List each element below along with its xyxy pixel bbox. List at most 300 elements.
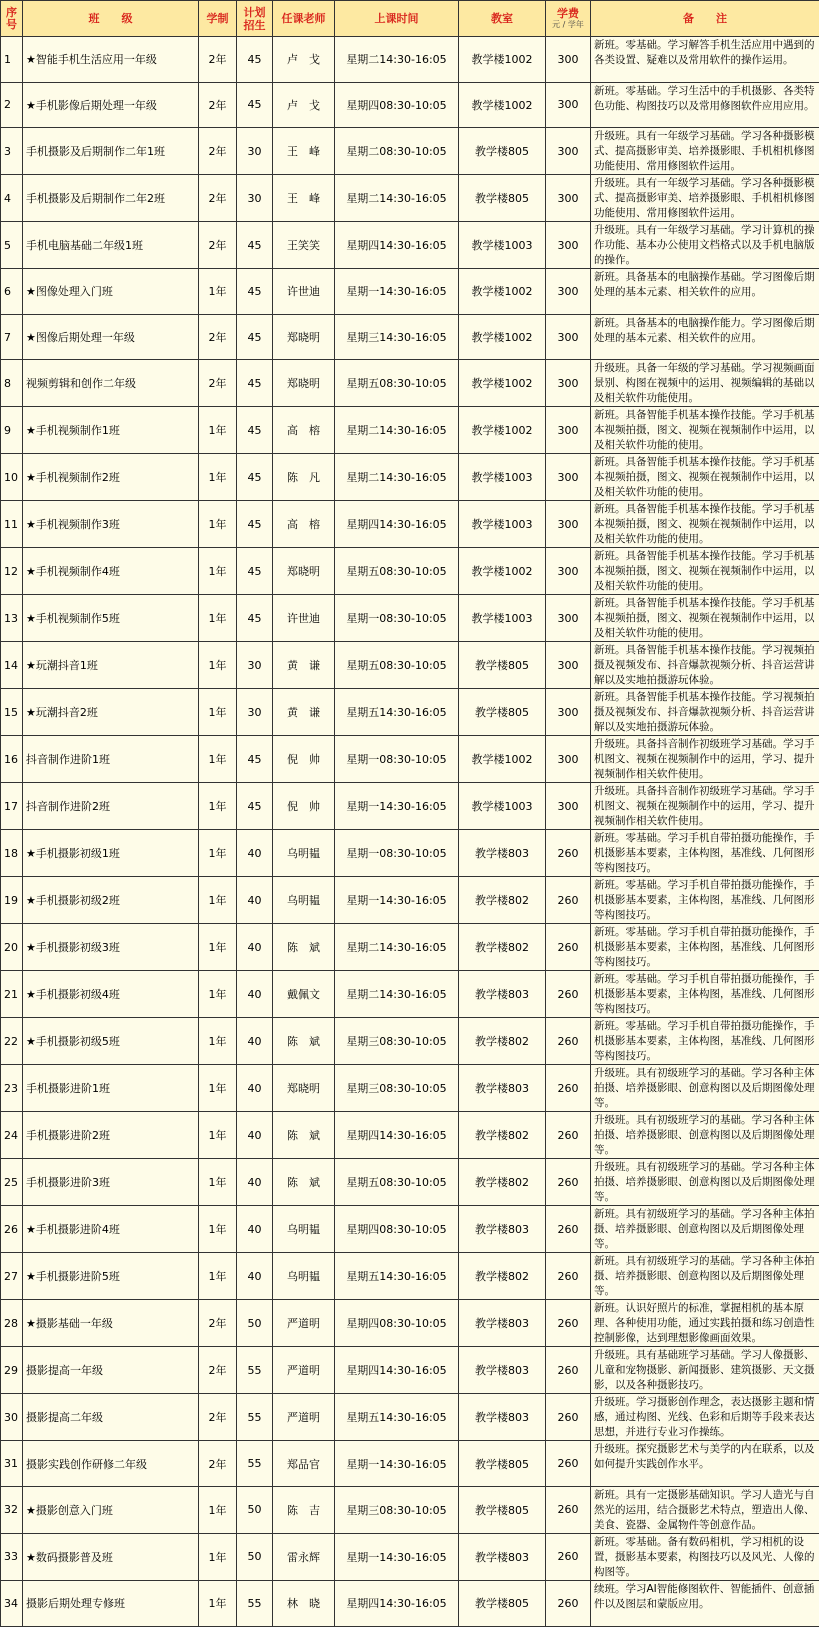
planned-enrollment: 45 [237,222,273,269]
teacher-name: 严道明 [273,1394,335,1441]
class-time: 星期四14:30-16:05 [335,1347,459,1394]
classroom: 教学楼805 [459,1441,546,1487]
row-number: 33 [1,1533,23,1580]
classroom: 教学楼803 [459,1533,546,1580]
class-time: 星期一14:30-16:05 [335,1533,459,1580]
teacher-name: 陈 斌 [273,1159,335,1206]
row-number: 17 [1,783,23,830]
table-row [1,924,819,971]
header-tuition-unit: 元 / 学年 [548,20,588,30]
program-years: 2年 [199,175,237,222]
teacher-name: 戴佩文 [273,971,335,1018]
tuition-fee: 300 [546,689,591,736]
class-name: 手机摄影进阶2班 [23,1112,199,1159]
class-name: 抖音制作进阶1班 [23,736,199,783]
row-number: 32 [1,1486,23,1533]
table-row [1,971,819,1018]
teacher-name: 黄 谦 [273,689,335,736]
teacher-name: 严道明 [273,1347,335,1394]
table-row [1,1018,819,1065]
class-name: 手机摄影及后期制作二年1班 [23,128,199,175]
class-time: 星期三08:30-10:05 [335,1065,459,1112]
program-years: 1年 [199,407,237,454]
row-number: 8 [1,360,23,407]
table-row [1,407,819,454]
class-time: 星期二14:30-16:05 [335,407,459,454]
row-number: 24 [1,1112,23,1159]
class-time: 星期三14:30-16:05 [335,314,459,360]
program-years: 2年 [199,222,237,269]
tuition-fee: 260 [546,1533,591,1580]
tuition-fee: 300 [546,454,591,501]
class-time: 星期一14:30-16:05 [335,1441,459,1487]
planned-enrollment: 55 [237,1580,273,1626]
planned-enrollment: 40 [237,877,273,924]
class-name: 摄影实践创作研修二年级 [23,1441,199,1487]
classroom: 教学楼1003 [459,595,546,642]
planned-enrollment: 40 [237,830,273,877]
table-body [1,37,819,1627]
classroom: 教学楼1003 [459,501,546,548]
classroom: 教学楼805 [459,642,546,689]
header-classroom: 教室 [459,1,546,37]
table-row [1,454,819,501]
program-years: 1年 [199,1159,237,1206]
tuition-fee: 260 [546,1112,591,1159]
tuition-fee: 300 [546,501,591,548]
class-name: ★手机摄影初级2班 [23,877,199,924]
program-years: 2年 [199,360,237,407]
remarks: 升级班。具有基础班学习基础。学习人像摄影、儿童和宠物摄影、新闻摄影、建筑摄影、天文摄影，以及各种摄影技巧。 [591,1347,819,1394]
tuition-fee: 300 [546,595,591,642]
tuition-fee: 300 [546,407,591,454]
tuition-fee: 260 [546,1486,591,1533]
table-row [1,1486,819,1533]
table-row [1,1253,819,1300]
program-years: 1年 [199,1112,237,1159]
program-years: 1年 [199,269,237,315]
class-time: 星期四14:30-16:05 [335,1580,459,1626]
remarks: 续班。学习AI智能修图软件、智能插件、创意插件以及图层和蒙版应用。 [591,1580,819,1626]
row-number: 18 [1,830,23,877]
remarks: 新班。认识好照片的标准，掌握相机的基本原理、各种使用功能，通过实践拍摄和练习创造性控制影像，达到理想影像画面效果。 [591,1300,819,1347]
table-row [1,314,819,360]
classroom: 教学楼803 [459,1065,546,1112]
remarks: 新班。零基础。学习手机自带拍摄功能操作，手机摄影基本要素，主体构图，基准线、几何图形等构图技巧。 [591,877,819,924]
table-row [1,1533,819,1580]
remarks: 新班。零基础。学习手机自带拍摄功能操作，手机摄影基本要素，主体构图，基准线、几何图形等构图技巧。 [591,830,819,877]
classroom: 教学楼803 [459,830,546,877]
classroom: 教学楼1002 [459,314,546,360]
remarks: 升级班。具备一年级的学习基础。学习视频画面景别、构图在视频中的运用、视频编辑的基础以及相关软件功能使用。 [591,360,819,407]
class-time: 星期五08:30-10:05 [335,642,459,689]
header-planned-enrollment [237,1,273,37]
class-name: ★手机视频制作5班 [23,595,199,642]
teacher-name: 陈 斌 [273,1018,335,1065]
class-time: 星期二14:30-16:05 [335,924,459,971]
tuition-fee: 260 [546,877,591,924]
class-time: 星期一14:30-16:05 [335,877,459,924]
tuition-fee: 260 [546,924,591,971]
class-time: 星期二14:30-16:05 [335,37,459,83]
program-years: 1年 [199,501,237,548]
tuition-fee: 300 [546,642,591,689]
planned-enrollment: 55 [237,1347,273,1394]
planned-enrollment: 40 [237,1065,273,1112]
teacher-name: 陈 斌 [273,1112,335,1159]
row-number: 6 [1,269,23,315]
tuition-fee: 260 [546,1065,591,1112]
program-years: 1年 [199,971,237,1018]
row-number: 5 [1,222,23,269]
classroom: 教学楼1002 [459,360,546,407]
remarks: 新班。具备智能手机基本操作技能。学习手机基本视频拍摄，图文、视频在视频制作中运用，以及相关软件功能的使用。 [591,454,819,501]
class-time: 星期四14:30-16:05 [335,1112,459,1159]
class-time: 星期三08:30-10:05 [335,1018,459,1065]
classroom: 教学楼1002 [459,37,546,83]
classroom: 教学楼802 [459,1253,546,1300]
remarks: 新班。零基础。学习手机自带拍摄功能操作，手机摄影基本要素，主体构图，基准线、几何图形等构图技巧。 [591,971,819,1018]
row-number: 28 [1,1300,23,1347]
class-name: ★手机影像后期处理一年级 [23,82,199,128]
remarks: 升级班。具有一年级学习基础。学习各种摄影模式、提高摄影审美、培养摄影眼、手机相机修图功能使用、常用修图软件运用。 [591,175,819,222]
classroom: 教学楼805 [459,175,546,222]
remarks: 新班。具有初级班学习的基础。学习各种主体拍摄、培养摄影眼、创意构图以及后期图像处理等。 [591,1253,819,1300]
planned-enrollment: 40 [237,1159,273,1206]
classroom: 教学楼803 [459,1394,546,1441]
class-time: 星期二08:30-10:05 [335,128,459,175]
classroom: 教学楼1003 [459,454,546,501]
remarks: 新班。具备智能手机基本操作技能。学习视频拍摄及视频发布、抖音爆款视频分析、抖音运营讲解以及实地拍摄游玩体验。 [591,689,819,736]
row-number: 26 [1,1206,23,1253]
classroom: 教学楼805 [459,689,546,736]
class-time: 星期五08:30-10:05 [335,360,459,407]
class-time: 星期二14:30-16:05 [335,971,459,1018]
class-time: 星期四08:30-10:05 [335,1206,459,1253]
class-time: 星期一08:30-10:05 [335,595,459,642]
table-row [1,1441,819,1487]
classroom: 教学楼1002 [459,548,546,595]
tuition-fee: 260 [546,971,591,1018]
table-row [1,128,819,175]
tuition-fee: 260 [546,1159,591,1206]
planned-enrollment: 45 [237,595,273,642]
row-number: 30 [1,1394,23,1441]
planned-enrollment: 30 [237,642,273,689]
tuition-fee: 300 [546,37,591,83]
class-name: ★智能手机生活应用一年级 [23,37,199,83]
class-time: 星期五14:30-16:05 [335,1253,459,1300]
class-time: 星期一08:30-10:05 [335,830,459,877]
program-years: 1年 [199,1253,237,1300]
class-name: ★手机视频制作1班 [23,407,199,454]
tuition-fee: 260 [546,1347,591,1394]
table-row [1,783,819,830]
planned-enrollment: 45 [237,783,273,830]
tuition-fee: 260 [546,1394,591,1441]
header-plan-line1: 计划 [239,6,270,19]
class-time: 星期五14:30-16:05 [335,1394,459,1441]
class-time: 星期四08:30-10:05 [335,1300,459,1347]
classroom: 教学楼803 [459,1206,546,1253]
program-years: 1年 [199,877,237,924]
row-number: 25 [1,1159,23,1206]
teacher-name: 乌明韫 [273,830,335,877]
tuition-fee: 260 [546,1018,591,1065]
program-years: 2年 [199,314,237,360]
table-row [1,1065,819,1112]
program-years: 1年 [199,1206,237,1253]
classroom: 教学楼803 [459,1300,546,1347]
class-name: ★图像处理入门班 [23,269,199,315]
class-name: ★手机摄影进阶5班 [23,1253,199,1300]
tuition-fee: 300 [546,222,591,269]
class-time: 星期一14:30-16:05 [335,269,459,315]
header-remarks: 备 注 [591,1,819,37]
planned-enrollment: 45 [237,407,273,454]
teacher-name: 王 峰 [273,128,335,175]
tuition-fee: 260 [546,1253,591,1300]
tuition-fee: 260 [546,830,591,877]
tuition-fee: 260 [546,1206,591,1253]
program-years: 1年 [199,736,237,783]
tuition-fee: 300 [546,269,591,315]
remarks: 新班。具有初级班学习的基础。学习各种主体拍摄、培养摄影眼、创意构图以及后期图像处理等。 [591,1206,819,1253]
row-number: 1 [1,37,23,83]
row-number: 2 [1,82,23,128]
class-name: 摄影提高一年级 [23,1347,199,1394]
tuition-fee: 300 [546,783,591,830]
table-row [1,689,819,736]
class-name: ★手机视频制作2班 [23,454,199,501]
classroom: 教学楼802 [459,1159,546,1206]
planned-enrollment: 40 [237,1206,273,1253]
program-years: 1年 [199,548,237,595]
remarks: 新班。具备基本的电脑操作基础。学习图像后期处理的基本元素、相关软件的应用。 [591,269,819,315]
table-row [1,1206,819,1253]
class-time: 星期二14:30-16:05 [335,454,459,501]
table-row [1,642,819,689]
classroom: 教学楼802 [459,877,546,924]
tuition-fee: 300 [546,736,591,783]
planned-enrollment: 55 [237,1394,273,1441]
tuition-fee: 260 [546,1580,591,1626]
planned-enrollment: 40 [237,924,273,971]
planned-enrollment: 45 [237,314,273,360]
program-years: 1年 [199,1065,237,1112]
remarks: 新班。零基础。学习手机自带拍摄功能操作，手机摄影基本要素，主体构图，基准线、几何图形等构图技巧。 [591,924,819,971]
row-number: 21 [1,971,23,1018]
program-years: 1年 [199,454,237,501]
row-number: 22 [1,1018,23,1065]
teacher-name: 郑晓明 [273,1065,335,1112]
remarks: 新班。具备智能手机基本操作技能。学习手机基本视频拍摄，图文、视频在视频制作中运用，以及相关软件功能的使用。 [591,548,819,595]
program-years: 2年 [199,1347,237,1394]
table-row [1,595,819,642]
planned-enrollment: 45 [237,269,273,315]
row-number: 27 [1,1253,23,1300]
planned-enrollment: 50 [237,1533,273,1580]
row-number: 11 [1,501,23,548]
program-years: 1年 [199,642,237,689]
program-years: 1年 [199,1486,237,1533]
table-row [1,830,819,877]
program-years: 1年 [199,924,237,971]
remarks: 升级班。具有初级班学习的基础。学习各种主体拍摄、培养摄影眼、创意构图以及后期图像处理等。 [591,1065,819,1112]
tuition-fee: 300 [546,548,591,595]
row-number: 12 [1,548,23,595]
planned-enrollment: 45 [237,82,273,128]
tuition-fee: 260 [546,1441,591,1487]
class-name: ★手机摄影初级3班 [23,924,199,971]
row-number: 16 [1,736,23,783]
classroom: 教学楼803 [459,1347,546,1394]
class-name: 手机电脑基础二年级1班 [23,222,199,269]
program-years: 1年 [199,595,237,642]
remarks: 升级班。探究摄影艺术与美学的内在联系，以及如何提升实践创作水平。 [591,1441,819,1487]
class-name: 摄影后期处理专修班 [23,1580,199,1626]
class-time: 星期五14:30-16:05 [335,689,459,736]
classroom: 教学楼1002 [459,407,546,454]
class-name: ★摄影创意入门班 [23,1486,199,1533]
header-tuition [546,1,591,37]
remarks: 新班。具备智能手机基本操作技能。学习手机基本视频拍摄，图文、视频在视频制作中运用，以及相关软件功能的使用。 [591,407,819,454]
classroom: 教学楼805 [459,1580,546,1626]
program-years: 2年 [199,82,237,128]
planned-enrollment: 40 [237,1112,273,1159]
class-name: ★玩潮抖音2班 [23,689,199,736]
table-row [1,1347,819,1394]
teacher-name: 雷永辉 [273,1533,335,1580]
program-years: 2年 [199,1441,237,1487]
table-row [1,1112,819,1159]
class-time: 星期一14:30-16:05 [335,783,459,830]
teacher-name: 高 榕 [273,407,335,454]
remarks: 新班。具备智能手机基本操作技能。学习手机基本视频拍摄，图文、视频在视频制作中运用，以及相关软件功能的使用。 [591,595,819,642]
planned-enrollment: 50 [237,1300,273,1347]
row-number: 13 [1,595,23,642]
class-time: 星期三08:30-10:05 [335,1486,459,1533]
program-years: 2年 [199,37,237,83]
table-row [1,736,819,783]
header-no: 序号 [1,1,23,37]
program-years: 1年 [199,830,237,877]
planned-enrollment: 40 [237,971,273,1018]
remarks: 新班。零基础。学习生活中的手机摄影、各类特色功能、构图技巧以及常用修图软件应用应用。 [591,82,819,128]
teacher-name: 倪 帅 [273,736,335,783]
class-time: 星期四08:30-10:05 [335,82,459,128]
class-name: 手机摄影进阶1班 [23,1065,199,1112]
program-years: 1年 [199,783,237,830]
row-number: 34 [1,1580,23,1626]
remarks: 升级班。具备抖音制作初级班学习基础。学习手机图文、视频在视频制作中的运用，学习、提升视频制作相关软件使用。 [591,783,819,830]
planned-enrollment: 45 [237,37,273,83]
teacher-name: 王笑笑 [273,222,335,269]
header-teacher: 任课老师 [273,1,335,37]
planned-enrollment: 30 [237,175,273,222]
remarks: 新班。具有一定摄影基础知识。学习人造光与自然光的运用，结合摄影艺术特点，塑造出人像、美食、瓷器、金属物件等创意作品。 [591,1486,819,1533]
classroom: 教学楼802 [459,1018,546,1065]
row-number: 4 [1,175,23,222]
teacher-name: 许世迪 [273,269,335,315]
class-name: 手机摄影及后期制作二年2班 [23,175,199,222]
planned-enrollment: 45 [237,736,273,783]
class-time: 星期五08:30-10:05 [335,1159,459,1206]
classroom: 教学楼805 [459,128,546,175]
class-time: 星期四14:30-16:05 [335,222,459,269]
tuition-fee: 300 [546,128,591,175]
class-name: ★数码摄影普及班 [23,1533,199,1580]
remarks: 新班。具备智能手机基本操作技能。学习视频拍摄及视频发布、抖音爆款视频分析、抖音运营讲解以及实地拍摄游玩体验。 [591,642,819,689]
row-number: 15 [1,689,23,736]
row-number: 31 [1,1441,23,1487]
header-tuition-label: 学费 [557,7,579,20]
row-number: 20 [1,924,23,971]
planned-enrollment: 30 [237,128,273,175]
table-row [1,82,819,128]
teacher-name: 陈 凡 [273,454,335,501]
class-name: ★手机视频制作3班 [23,501,199,548]
teacher-name: 乌明韫 [273,1206,335,1253]
class-time: 星期二14:30-16:05 [335,175,459,222]
teacher-name: 乌明韫 [273,877,335,924]
table-row [1,37,819,83]
classroom: 教学楼1003 [459,783,546,830]
planned-enrollment: 50 [237,1486,273,1533]
remarks: 新班。零基础。学习解答手机生活应用中遇到的各类设置、疑难以及常用软件的操作运用。 [591,37,819,83]
planned-enrollment: 30 [237,689,273,736]
table-row [1,548,819,595]
row-number: 29 [1,1347,23,1394]
row-number: 10 [1,454,23,501]
table-row [1,501,819,548]
program-years: 2年 [199,1394,237,1441]
class-name: ★图像后期处理一年级 [23,314,199,360]
remarks: 新班。零基础。备有数码相机，学习相机的设置，摄影基本要素，构图技巧以及风光、人像的构图等。 [591,1533,819,1580]
row-number: 14 [1,642,23,689]
row-number: 7 [1,314,23,360]
class-time: 星期一08:30-10:05 [335,736,459,783]
teacher-name: 郑晓明 [273,548,335,595]
teacher-name: 王 峰 [273,175,335,222]
remarks: 升级班。具有初级班学习的基础。学习各种主体拍摄、培养摄影眼、创意构图以及后期图像处理等。 [591,1159,819,1206]
classroom: 教学楼802 [459,1112,546,1159]
table-row [1,877,819,924]
class-time: 星期四14:30-16:05 [335,501,459,548]
class-name: ★摄影基础一年级 [23,1300,199,1347]
class-time: 星期五08:30-10:05 [335,548,459,595]
teacher-name: 郑晓明 [273,314,335,360]
program-years: 1年 [199,1533,237,1580]
teacher-name: 陈 斌 [273,924,335,971]
teacher-name: 林 晓 [273,1580,335,1626]
program-years: 1年 [199,1580,237,1626]
header-class-time: 上课时间 [335,1,459,37]
table-row [1,1580,819,1626]
tuition-fee: 300 [546,175,591,222]
planned-enrollment: 45 [237,501,273,548]
header-class-name: 班 级 [23,1,199,37]
planned-enrollment: 55 [237,1441,273,1487]
classroom: 教学楼1002 [459,736,546,783]
class-name: ★手机摄影初级5班 [23,1018,199,1065]
class-name: 视频剪辑和创作二年级 [23,360,199,407]
class-name: ★手机摄影初级1班 [23,830,199,877]
tuition-fee: 300 [546,360,591,407]
table-row [1,360,819,407]
remarks: 升级班。学习摄影创作理念，表达摄影主题和情感，通过构图、光线、色彩和后期等手段来表达思想，并进行专业习作操练。 [591,1394,819,1441]
teacher-name: 陈 吉 [273,1486,335,1533]
